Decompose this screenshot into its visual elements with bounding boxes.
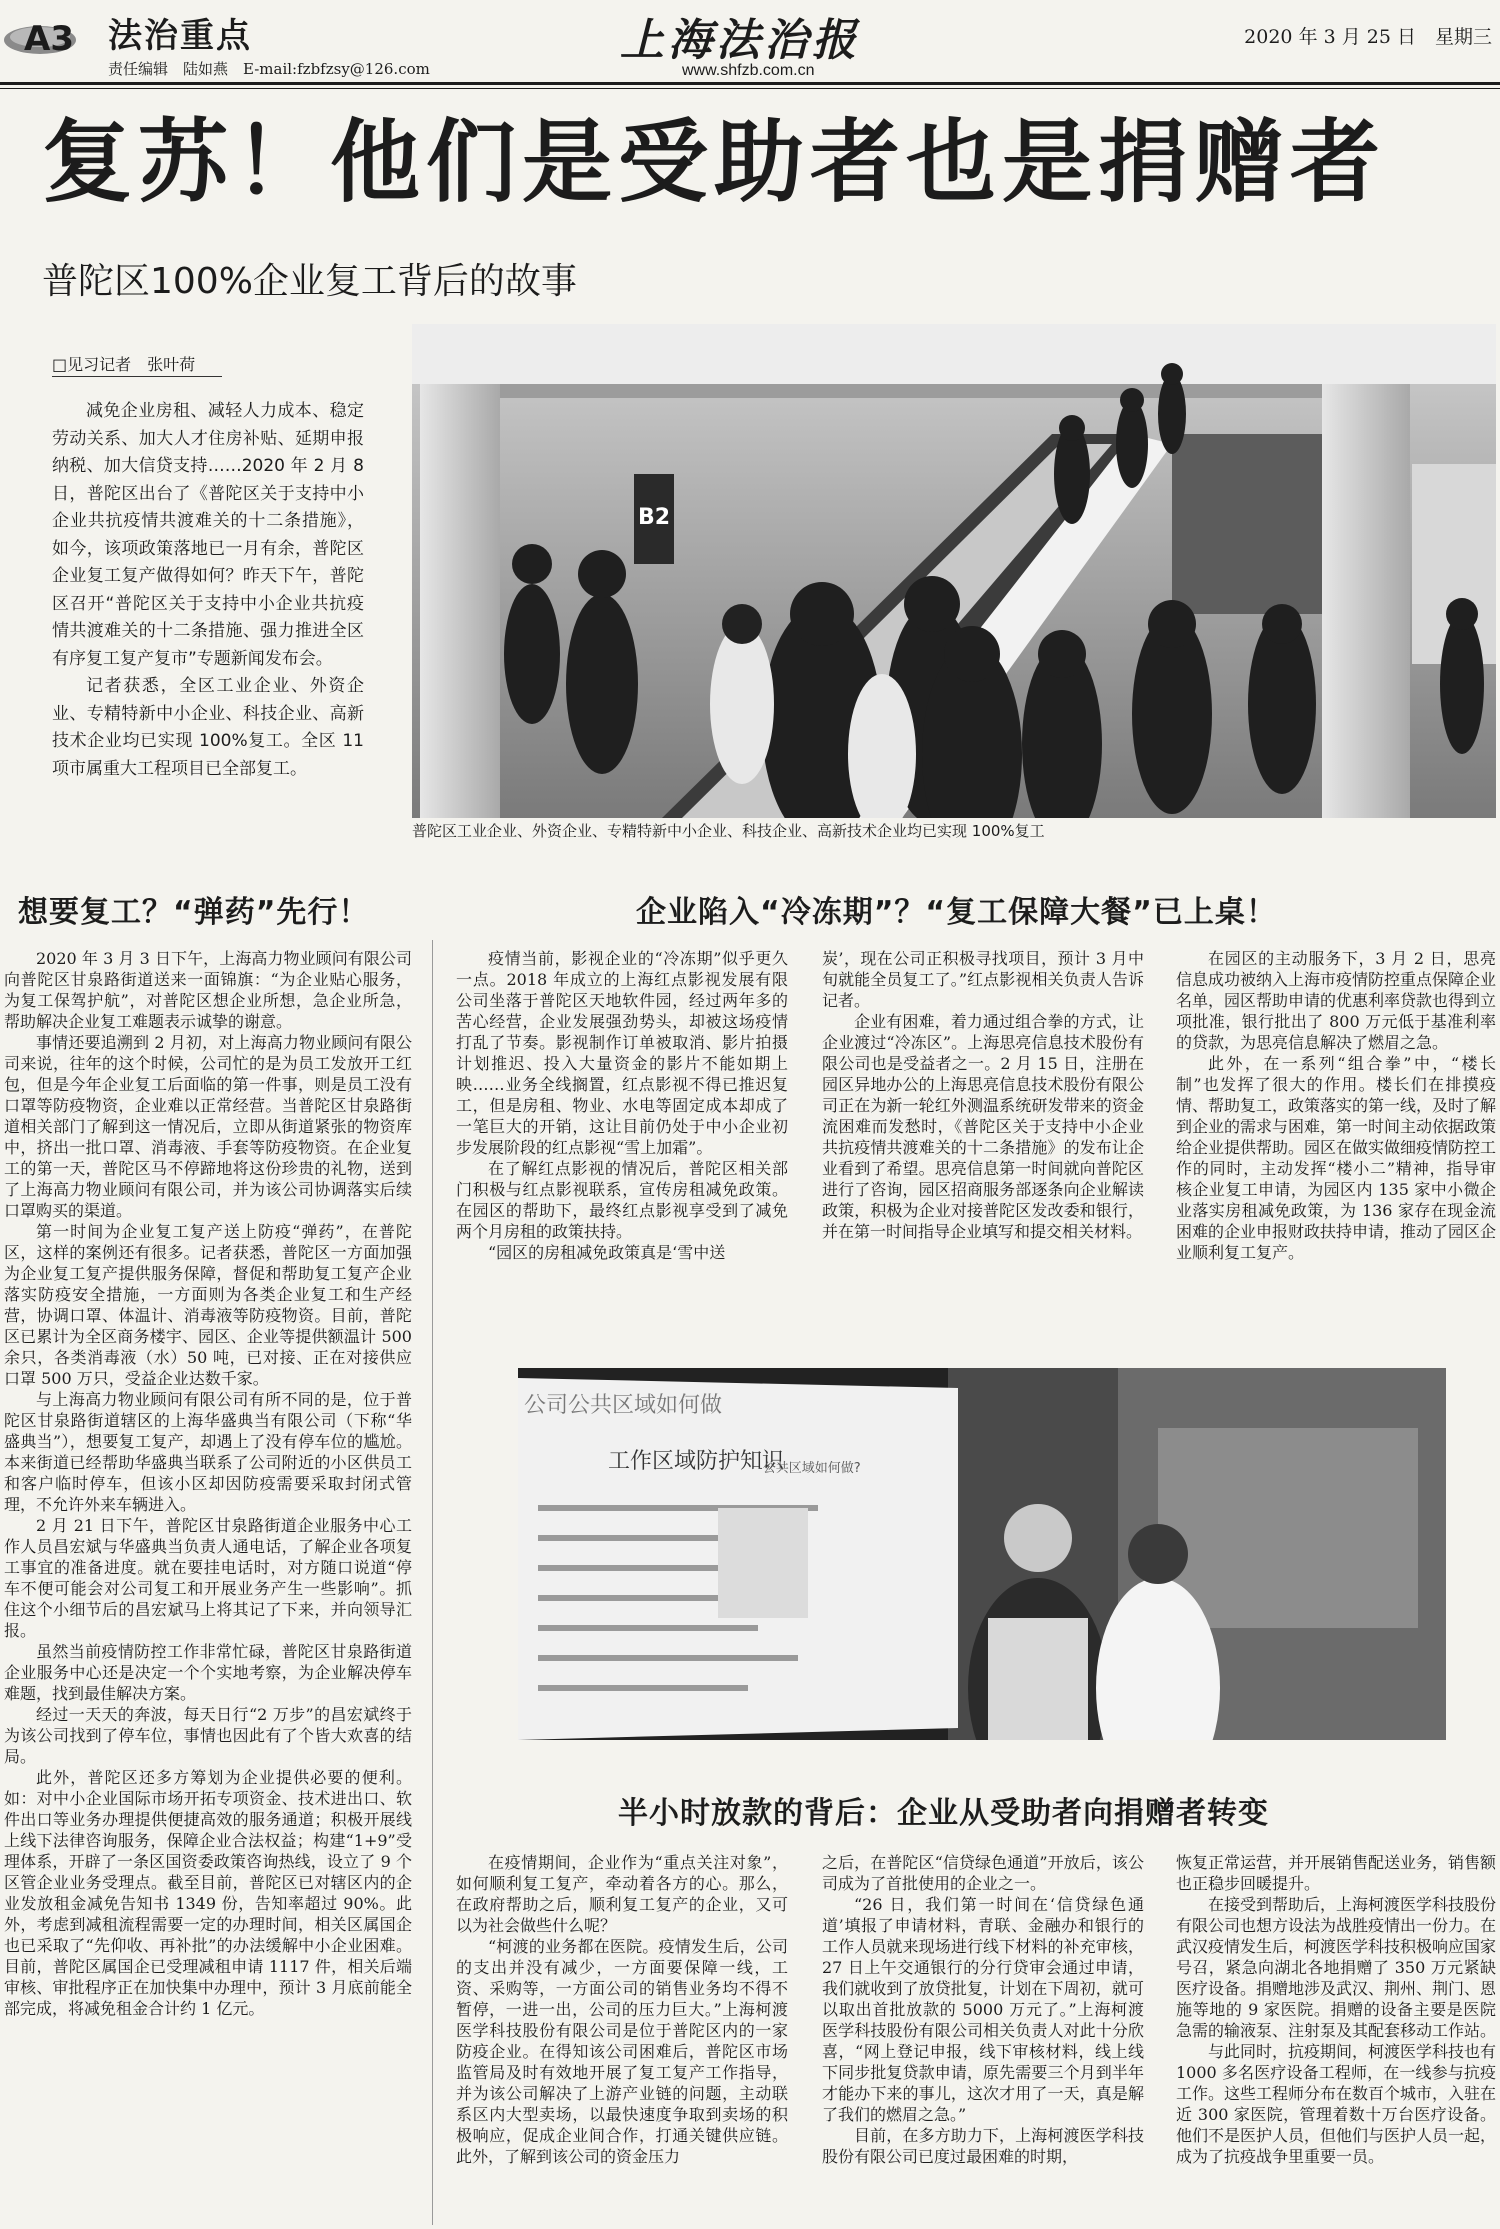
screen-header-text: 公司公共区域如何做 xyxy=(524,1393,723,1418)
section2-col3 xyxy=(1176,948,1496,1348)
section3-col3 xyxy=(1176,1852,1496,2224)
section-title: 法治重点 xyxy=(108,16,252,56)
headline: 复苏！他们是受助者也是捐赠者 xyxy=(42,110,1386,215)
paragraph: 炭’，现在公司正积极寻找项目，预计 3 月中旬就能全员复工了。”红点影视相关负责人告诉记者。 xyxy=(822,949,1144,1010)
paragraph: 在园区的主动服务下，3 月 2 日，思亮信息成功被纳入上海市疫情防控重点保障企业名单，园区帮助申请的优惠利率贷款也得到立项批准，银行批出了 800 万元低于基准利率的贷款，为思亮信息解决了燃眉之急。 xyxy=(1176,949,1496,1052)
lead-paragraph: 减免企业房租、减轻人力成本、稳定劳动关系、加大人才住房补贴、延期申报纳税、加大信贷支持……2020 年 2 月 8 日，普陀区出台了《普陀区关于支持中小企业共抗疫情共渡难关的十二条措施》，如今，该项政策落地已一月有余，普陀区企业复工复产做得如何？昨天下午，普陀区召开“普陀区关于支持中小企业共抗疫情共渡难关的十二条措施、强力推进全区有序复工复产复市”专题新闻发布会。 xyxy=(52,401,364,669)
paragraph: 之后，在普陀区“信贷绿色通道”开放后，该公司成为了首批使用的企业之一。 xyxy=(822,1853,1144,1893)
paragraph: 与上海高力物业顾问有限公司有所不同的是，位于普陀区甘泉路街道辖区的上海华盛典当有限公司（下称“华盛典当”），想要复工复产，却遇上了没有停车位的尴尬。本来街道已经帮助华盛典当联系了公司附近的小区供员工和客户临时停车，但该小区却因防疫需要采取封闭式管理，不允许外来车辆进入。 xyxy=(4,1390,412,1514)
paragraph: 此外，在一系列“组合拳”中，“楼长制”也发挥了很大的作用。楼长们在排摸疫情、帮助复工，政策落实的第一线，及时了解到企业的需求与困难，第一时间主动依据政策给企业提供帮助。园区在做实做细疫情防控工作的同时，主动发挥“楼小二”精神，指导审核企业复工申请，为园区内 135 家中小微企业落实房租减免政策，为 136 家存在现金流困难的企业申报财政扶持申请，推动了园区企业顺利复工复产。 xyxy=(1176,1054,1496,1262)
editor-line: 责任编辑 陆如燕 E-mail:fzbfzsy@126.com xyxy=(108,60,430,78)
masthead-rule xyxy=(0,82,1500,85)
section2-col2 xyxy=(822,948,1144,1348)
byline: □见习记者 张叶荷 xyxy=(52,355,196,374)
paragraph: “园区的房租减免政策真是‘雪中送 xyxy=(488,1243,726,1262)
subheadline: 普陀区100%企业复工背后的故事 xyxy=(42,261,577,302)
masthead-rule-thin xyxy=(0,88,1500,89)
factory-screen-photo xyxy=(518,1368,1446,1740)
paragraph: “柯渡的业务都在医院。疫情发生后，公司的支出并没有减少，一方面要保障一线，工资、采购等，一方面公司的销售业务均不得不暂停，一进一出，公司的压力巨大。”上海柯渡医学科技股份有限公司是位于普陀区内的一家防疫企业。在得知该公司困难后，普陀区市场监管局及时有效地开展了复工复产工作指导，并为该公司解决了上游产业链的问题，主动联系区内大型卖场，以最快速度争取到卖场的积极响应，促成企业间合作，打通关键供应链。此外，了解到该公司的资金压力 xyxy=(456,1937,788,2166)
paragraph: 企业有困难，着力通过组合拳的方式，让企业渡过“冷冻区”。上海思亮信息技术股份有限公司也是受益者之一。2 月 15 日，注册在园区异地办公的上海思亮信息技术股份有限公司正在为新一轮红外测温系统研发带来的资金流困难而发愁时，《普陀区关于支持中小企业共抗疫情共渡难关的十二条措施》的发布让企业看到了希望。思亮信息第一时间就向普陀区进行了咨询，园区招商服务部逐条向企业解读政策，积极为企业对接普陀区发改委和银行，并在第一时间指导企业填写和提交相关材料。 xyxy=(822,1012,1144,1241)
paragraph: 2 月 21 日下午，普陀区甘泉路街道企业服务中心工作人员昌宏斌与华盛典当负责人通电话，了解企业各项复工事宜的准备进度。就在要挂电话时，对方随口说道“停车不便可能会对公司复工和开展业务产生一些影响”。抓住这个小细节后的昌宏斌马上将其记了下来，并向领导汇报。 xyxy=(4,1516,412,1640)
paragraph: 目前，在多方助力下，上海柯渡医学科技股份有限公司已度过最困难的时期， xyxy=(822,2126,1144,2166)
section3-col2 xyxy=(822,1852,1144,2224)
photo1-caption: 普陀区工业企业、外资企业、专精特新中小企业、科技企业、高新技术企业均已实现 100%复工 xyxy=(412,822,1045,840)
paper-url[interactable]: www.shfzb.com.cn xyxy=(682,62,815,79)
b2-sign-text: B2 xyxy=(638,505,671,530)
section2-col1 xyxy=(456,948,788,1348)
paragraph: 在疫情期间，企业作为“重点关注对象”，如何顺利复工复产，牵动着各方的心。那么，在政府帮助之后，顺利复工复产的企业，又可以为社会做些什么呢？ xyxy=(456,1853,788,1935)
page-number-badge xyxy=(2,6,98,58)
page-number: A3 xyxy=(24,19,74,58)
paragraph: 恢复正常运营，并开展销售配送业务，销售额也正稳步回暖提升。 xyxy=(1176,1853,1496,1893)
screen-title-text: 工作区域防护知识 xyxy=(608,1449,785,1474)
paragraph: 经过一天天的奔波，每天日行“2 万步”的昌宏斌终于为该公司找到了停车位，事情也因此有了个皆大欢喜的结局。 xyxy=(4,1705,412,1766)
mall-escalator-photo xyxy=(412,324,1496,818)
issue-date: 2020 年 3 月 25 日 星期三 xyxy=(1244,26,1492,48)
paragraph: 在接受到帮助后，上海柯渡医学科技股份有限公司也想方设法为战胜疫情出一份力。在武汉疫情发生后，柯渡医学科技积极响应国家号召，紧急向湖北各地捐赠了 350 万元紧缺医疗设备。捐赠地涉及武汉、荆州、荆门、恩施等地的 9 家医院。捐赠的设备主要是医院急需的输液泵、注射泵及其配套移动工作站。 xyxy=(1176,1895,1496,2040)
column-divider xyxy=(432,940,433,2225)
section2-heading: 企业陷入“冷冻期”？“复工保障大餐”已上桌！ xyxy=(636,895,1277,930)
byline-rule xyxy=(52,376,222,377)
screen-subtitle-text: -公共区域如何做? xyxy=(758,1461,861,1476)
section3-col1 xyxy=(456,1852,788,2224)
paragraph: “26 日，我们第一时间在‘信贷绿色通道’填报了申请材料，青联、金融办和银行的工作人员就来现场进行线下材料的补充审核，27 日上午交通银行的分行贷审会通过申请，我们就收到了放贷批复，计划在下周初，就可以取出首批放款的 5000 万元了。”上海柯渡医学科技股份有限公司相关负责人对此十分欣喜，“网上登记申报，线下审核材料，线上线下同步批复贷款申请，原先需要三个月到半年才能办下来的事儿，这次才用了一天，真是解了我们的燃眉之急。” xyxy=(822,1895,1144,2124)
section1-heading: 想要复工？“弹药”先行！ xyxy=(18,895,370,930)
paragraph: 第一时间为企业复工复产送上防疫“弹药”，在普陀区，这样的案例还有很多。记者获悉，普陀区一方面加强为企业复工复产提供服务保障，督促和帮助复工复产企业落实防疫安全措施，一方面则为各类企业复工和生产经营，协调口罩、体温计、消毒液等防疫物资。目前，普陀区已累计为全区商务楼宇、园区、企业等提供额温计 500 余只，各类消毒液（水）50 吨，已对接、正在对接供应口罩 500 万只，受益企业达数千家。 xyxy=(4,1222,412,1388)
paper-name: 上海法治报 xyxy=(620,15,860,66)
paragraph: 虽然当前疫情防控工作非常忙碌，普陀区甘泉路街道企业服务中心还是决定一个个实地考察，为企业解决停车难题，找到最佳解决方案。 xyxy=(4,1642,412,1703)
section3-heading: 半小时放款的背后：企业从受助者向捐赠者转变 xyxy=(618,1796,1269,1831)
section1-body xyxy=(4,948,412,2223)
paragraph: 疫情当前，影视企业的“冷冻期”似乎更久一点。2018 年成立的上海红点影视发展有限公司坐落于普陀区天地软件园，经过两年多的苦心经营，企业发展强劲势头，却被这场疫情打乱了节奏。影视制作订单被取消、影片拍摄计划推迟、投入大量资金的影片不能如期上映……业务全线搁置，红点影视不得已推迟复工，但是房租、物业、水电等固定成本却成了一笔巨大的开销，这让目前仍处于中小企业初步发展阶段的红点影视“雪上加霜”。 xyxy=(456,949,788,1157)
paragraph: 2020 年 3 月 3 日下午，上海高力物业顾问有限公司向普陀区甘泉路街道送来一面锦旗：“为企业贴心服务，为复工保驾护航”，对普陀区想企业所想，急企业所急，帮助解决企业复工难题表示诚挚的谢意。 xyxy=(4,949,412,1031)
paragraph: 事情还要追溯到 2 月初，对上海高力物业顾问有限公司来说，往年的这个时候，公司忙的是为员工发放开工红包，但是今年企业复工后面临的第一件事，则是员工没有口罩等防疫物资，企业难以正常经营。当普陀区甘泉路街道相关部门了解到这一情况后，立即从街道紧张的物资库中，挤出一批口罩、消毒液、手套等防疫物资。在企业复工的第一天，普陀区马不停蹄地将这份珍贵的礼物，送到了上海高力物业顾问有限公司，并为该公司协调落实后续口罩购买的渠道。 xyxy=(4,1033,412,1220)
lead-paragraphs xyxy=(52,398,364,783)
lead-paragraph: 记者获悉，全区工业企业、外资企业、专精特新中小企业、科技企业、高新技术企业均已实现 100%复工。全区 11 项市属重大工程项目已全部复工。 xyxy=(52,676,364,779)
paragraph: 与此同时，抗疫期间，柯渡医学科技也有 1000 多名医疗设备工程师，在一线参与抗疫工作。这些工程师分布在数百个城市，入驻在近 300 家医院，管理着数十万台医疗设备。他们不是医护人员，但他们与医护人员一起，成为了抗疫战争里重要一员。 xyxy=(1176,2042,1496,2166)
paragraph: 此外，普陀区还多方筹划为企业提供必要的便利。如：对中小企业国际市场开拓专项资金、技术进出口、软件出口等业务办理提供便捷高效的服务通道；积极开展线上线下法律咨询服务，保障企业合法权益；构建“1+9”受理体系，开辟了一条区国资委政策咨询热线，设立了 9 个区管企业业务受理点。截至目前，普陀区已对辖区内的企业发放租金减免告知书 1349 份，告知率超过 90%。此外，考虑到减租流程需要一定的办理时间，相关区属国企也已采取了“先仰收、再补批”的办法缓解中小企业困难。目前，普陀区属国企已受理减租申请 1117 件，相关后端审核、审批程序正在加快集中办理中，预计 3 月底前能全部完成，将减免租金合计约 1 亿元。 xyxy=(4,1768,412,2018)
paragraph: 在了解红点影视的情况后，普陀区相关部门积极与红点影视联系，宣传房租减免政策。在园区的帮助下，最终红点影视享受到了减免两个月房租的政策扶持。 xyxy=(456,1159,788,1241)
